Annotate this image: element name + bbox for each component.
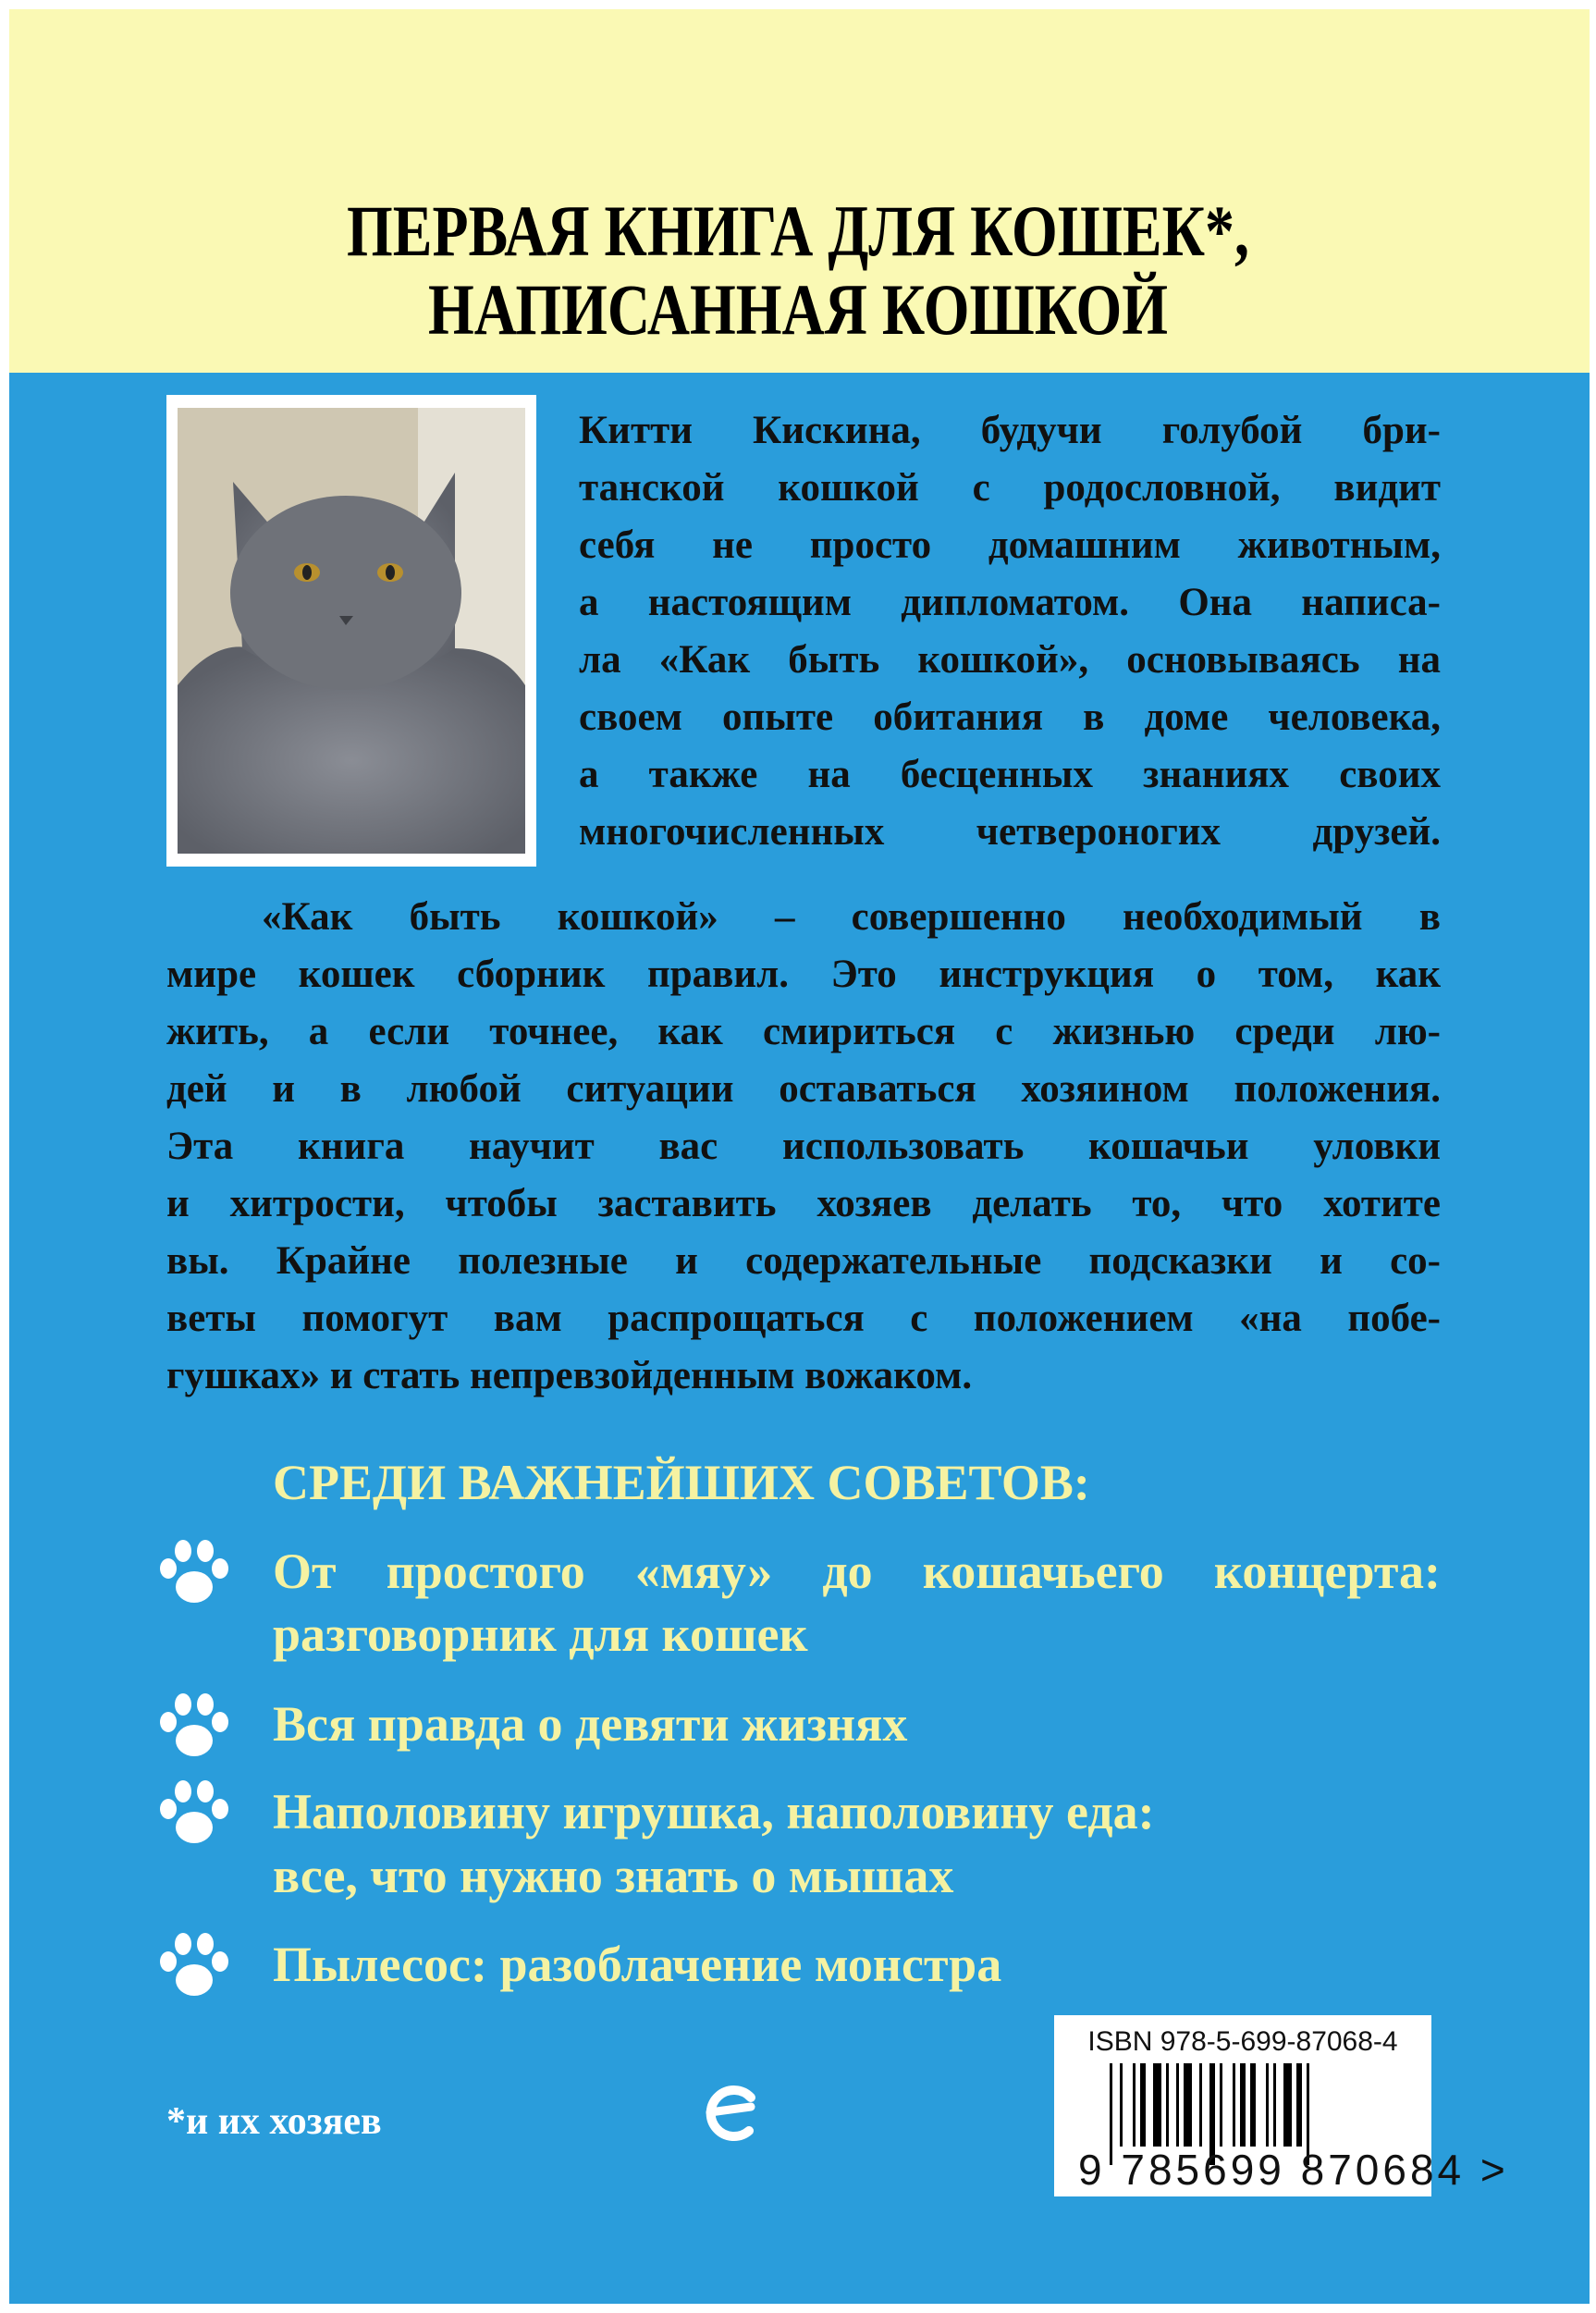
tip-line: разговорник для кошек — [273, 1606, 808, 1662]
intro-line: своем опыте обитания в доме человека, — [579, 695, 1441, 739]
barcode-bar — [1184, 2063, 1192, 2147]
isbn-barcode — [1054, 2015, 1509, 2196]
paw-icon — [155, 1535, 233, 1609]
barcode-bar — [1199, 2063, 1202, 2147]
barcode-bar — [1176, 2063, 1179, 2147]
paw-icon — [155, 1928, 233, 2002]
tips-heading: СРЕДИ ВАЖНЕЙШИХ СОВЕТОВ: — [273, 1455, 1090, 1510]
body-line: вы. Крайне полезные и содержательные подсказки и со- — [166, 1239, 1441, 1283]
cat-image — [178, 408, 525, 854]
intro-line: танской кошкой с родословной, видит — [579, 466, 1441, 510]
barcode-bar — [1153, 2063, 1161, 2147]
tip-line: Вся правда о девяти жизнях — [273, 1696, 908, 1752]
paw-icon — [155, 1689, 233, 1763]
tip-line: От простого «мяу» до кошачьего концерта: — [273, 1544, 1441, 1599]
tip-line: все, что нужно знать о мышах — [273, 1848, 954, 1903]
barcode-bar — [1133, 2063, 1136, 2147]
publisher-logo-icon — [699, 2070, 764, 2153]
barcode-bar — [1140, 2063, 1146, 2147]
title-line-1: ПЕРВАЯ КНИГА ДЛЯ КОШЕК*, — [347, 191, 1249, 271]
barcode-bar — [1220, 2063, 1222, 2147]
body-line: и хитрости, чтобы заставить хозяев делать то, что хотите — [166, 1182, 1441, 1225]
tip-line: Наполовину игрушка, наполовину еда: — [273, 1784, 1155, 1839]
barcode-bar — [1296, 2063, 1302, 2147]
intro-line: а настоящим дипломатом. Она написа- — [579, 581, 1441, 624]
body-line: Эта книга научит вас использовать кошачьи уловки — [166, 1125, 1441, 1168]
barcode-bar — [1283, 2063, 1292, 2147]
intro-line: себя не просто домашним животным, — [579, 523, 1441, 567]
body-line: «Как быть кошкой» – совершенно необходимый в — [262, 895, 1441, 939]
barcode-bar — [1233, 2063, 1235, 2147]
barcode-bar — [1166, 2063, 1169, 2147]
intro-line: Китти Кискина, будучи голубой бри- — [579, 409, 1441, 452]
barcode-bar — [1266, 2063, 1269, 2147]
body-line: мире кошек сборник правил. Это инструкция о том, как — [166, 953, 1441, 996]
intro-line: ла «Как быть кошкой», основываясь на — [579, 638, 1441, 682]
cat-photo — [166, 395, 536, 867]
intro-line: многочисленных четвероногих друзей. — [579, 810, 1441, 854]
isbn-text: ISBN 978-5-699-87068-4 — [1087, 2026, 1398, 2057]
barcode-digits: 9 785699 870684 > — [1078, 2146, 1509, 2194]
paw-icon — [155, 1776, 233, 1850]
body-line: веты помогут вам распрощаться с положением «на побе- — [166, 1297, 1441, 1340]
barcode-bar — [1273, 2063, 1276, 2147]
body-line: дей и в любой ситуации оставаться хозяином положения. — [166, 1067, 1441, 1111]
barcode-bar — [1120, 2063, 1123, 2147]
body-line: гушках» и стать непревзойденным вожаком. — [166, 1354, 973, 1397]
barcode-bar — [1240, 2063, 1246, 2147]
intro-line: а также на бесценных знаниях своих — [579, 753, 1441, 796]
barcode-bar — [1250, 2063, 1256, 2147]
footnote: *и их хозяев — [166, 2100, 382, 2143]
title-line-2: НАПИСАННАЯ КОШКОЙ — [428, 269, 1168, 350]
tip-line: Пылесос: разоблачение монстра — [273, 1937, 1002, 1992]
body-line: жить, а если точнее, как смириться с жизнью среди лю- — [166, 1010, 1441, 1053]
